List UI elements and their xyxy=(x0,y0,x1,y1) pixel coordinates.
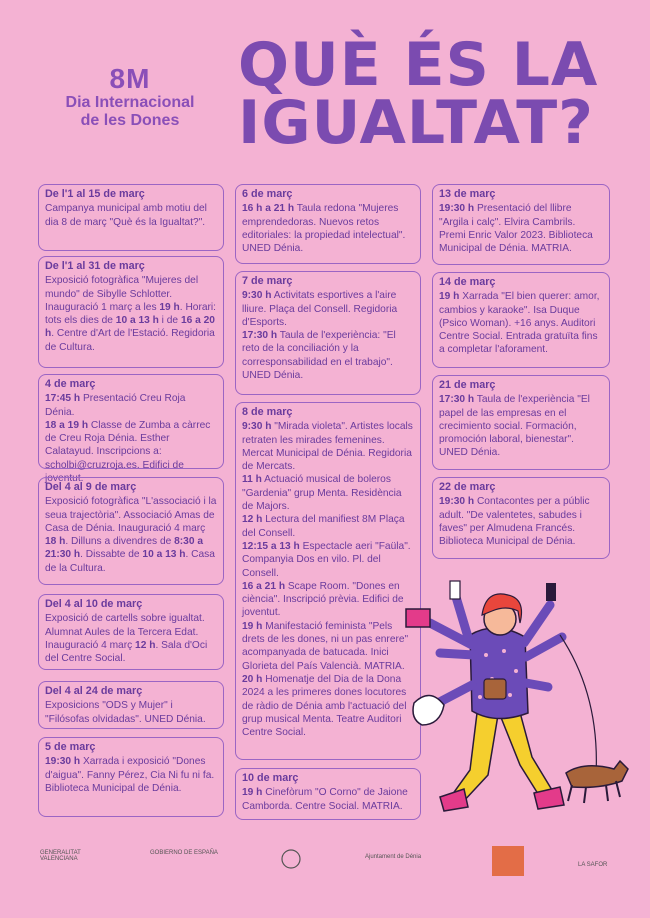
footer-logos xyxy=(30,842,630,892)
event-text: 19:30 h Contacontes per a públic adult. "De valentetes, sabudes i faves" per Almudena Francés. Biblioteca Municipal de Dénia. xyxy=(439,496,590,548)
event-date: 4 de març xyxy=(45,378,96,390)
title-line2: IGUALTAT? xyxy=(238,88,594,158)
event-date: 6 de març xyxy=(242,188,293,200)
event-card xyxy=(235,768,421,820)
event-card xyxy=(38,374,224,485)
event-text: Exposicions "ODS y Mujer" i "Filósofas olvidadas". UNED Dénia. xyxy=(45,700,206,725)
event-date: 22 de març xyxy=(439,481,496,493)
eyebrow-line1: Dia Internacional xyxy=(65,94,195,111)
woman-walking-dog-illustration xyxy=(400,575,640,825)
event-text: 9:30 h "Mirada violeta". Artistes locals retraten les mirades femenines. Mercat Municipal de Dénia. Regidoria de Mercats. 11 h Actuació musical de boleros "Gardenia" grup Menta. Residència de Majors. 12 h Lectura del manifiest 8M Plaça del Consell. 12:15 a 13 h Espectacle aeri "Faüla". Companyia Dos en vilo. Pl. del Consell. 16 a 21 h Scape Room. "Dones en ciència". Inscripció prèvia. Edifici de joventut. 19 h Manifestació feminista "Pels drets de les dones, ni un pas enrere" acompanyada de batucada. Inici Glorieta del País Valencià. MATRIA. 20 h Homenatje del Dia de la Dona 2024 a les primeres dones locutores de ràdio de Dénia amb l'actuació del grup musical Menta. Teatre Auditori Centre Social. xyxy=(242,421,413,739)
event-date: De l'1 al 15 de març xyxy=(45,188,145,200)
event-date: Del 4 al 9 de març xyxy=(45,481,137,493)
event-card xyxy=(235,184,421,264)
ajuntament-logo: Ajuntament de Dénia xyxy=(365,854,422,860)
title-line1: QUÈ ÉS LA xyxy=(238,30,599,100)
generalitat-logo: GENERALITAT VALENCIANA xyxy=(40,850,81,862)
event-text: 19:30 h Presentació del llibre "Argila i calç". Elvira Cambrils. Premi Enric Valor 2023. Biblioteca Municipal de Dénia. MATRIA. xyxy=(439,203,593,255)
event-text: Exposició fotogràfica "Mujeres del mundo" de Sibylle Schlotter. Inauguració 1 març a les 19 h. Horari: tots els dies de 10 a 13 h i de 16 a 20 h. Centre d'Art de l'Estació. Regidoria de Cultura. xyxy=(45,275,217,353)
event-card xyxy=(432,184,610,265)
gobierno-logo: GOBIERNO DE ESPAÑA xyxy=(150,850,218,856)
event-text: 17:30 h Taula de l'experiència "El papel de las empresas en el crecimiento social. Formación, promoción laboral, bienestar". UNED Dénia. xyxy=(439,394,590,459)
event-card xyxy=(38,184,224,251)
event-text: 9:30 h Activitats esportives a l'aire lliure. Plaça del Consell. Regidoria d'Esports. 17:30 h Taula de l'experiència: "El reto de la conciliación y la corresponsabilidad en el trabajo". UNED Dénia. xyxy=(242,290,398,382)
event-date: 13 de març xyxy=(439,188,496,200)
event-text: 17:45 h Presentació Creu Roja Dénia. 18 a 19 h Classe de Zumba a càrrec de Creu Roja Dénia. Esther Calatayud. Inscripcions a: scholbi@cruzroja.es. Edifici de joventut. xyxy=(45,393,211,485)
eyebrow-line2: de les Dones xyxy=(80,112,180,129)
event-card xyxy=(38,256,224,368)
circle-logo xyxy=(280,848,302,870)
eyebrow-8m: 8M xyxy=(109,63,151,94)
event-date: 5 de març xyxy=(45,741,96,753)
event-card xyxy=(432,272,610,368)
eyebrow xyxy=(50,64,210,130)
event-card xyxy=(432,375,610,470)
event-card xyxy=(235,402,421,760)
event-date: 8 de març xyxy=(242,406,293,418)
event-text: Exposició de cartells sobre igualtat. Alumnat Aules de la Tercera Edat. Inauguració 4 març 12 h. Sala d'Oci del Centre Social. xyxy=(45,613,208,665)
event-text: 19:30 h Xarrada i exposició "Dones d'aigua". Fanny Pérez, Cia Ni fu ni fa. Biblioteca Municipal de Dénia. xyxy=(45,756,215,794)
event-text: Exposició fotogràfica "L'associació i la seua trajectòria". Associació Amas de Casa de Dénia. Inauguració 4 març 18 h. Dilluns a divendres de 8:30 a 21:30 h. Dissabte de 10 a 13 h. Casa de la Cultura. xyxy=(45,496,217,574)
event-date: 21 de març xyxy=(439,379,496,391)
event-date: Del 4 al 10 de març xyxy=(45,598,143,610)
event-date: 14 de març xyxy=(439,276,496,288)
event-card xyxy=(38,477,224,585)
event-card xyxy=(38,737,224,817)
event-card xyxy=(38,681,224,729)
event-date: Del 4 al 24 de març xyxy=(45,685,143,697)
event-date: 7 de març xyxy=(242,275,293,287)
event-card xyxy=(432,477,610,559)
event-date: De l'1 al 31 de març xyxy=(45,260,145,272)
event-date: 10 de març xyxy=(242,772,299,784)
page-title xyxy=(238,30,638,158)
event-text: 16 h a 21 h Taula redona "Mujeres emprendedoras. Nuevos retos editoriales: la propiedad intelectual". UNED Dénia. xyxy=(242,203,406,255)
event-text: Campanya municipal amb motiu del dia 8 de març "Què és la Igualtat?". xyxy=(45,203,207,228)
colorful-logo xyxy=(492,846,524,876)
event-card xyxy=(38,594,224,670)
event-card xyxy=(235,271,421,395)
event-text: 19 h Cinefòrum "O Corno" de Jaione Camborda. Centre Social. MATRIA. xyxy=(242,787,408,812)
event-text: 19 h Xarrada "El bien querer: amor, cambios y karaoke". Isa Duque (Psico Woman). +16 anys. Auditori Centre Social. Entrada gratuïta fins a completar l'aforament. xyxy=(439,291,600,356)
lasafor-logo: LA SAFOR xyxy=(578,862,608,868)
